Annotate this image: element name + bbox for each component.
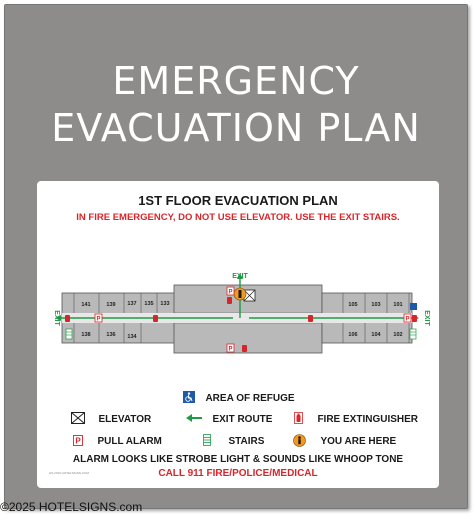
legend-stairs [203,431,264,449]
copyright-notice: ©2025 HOTELSIGNS.com [0,500,143,514]
fire-extinguisher-icon [294,412,303,424]
exit-top-label: EXIT [232,273,248,280]
plan-title: 1ST FLOOR EVACUATION PLAN [138,193,338,208]
elevator-label: ELEVATOR [98,414,152,425]
room-136: 136 [106,332,116,338]
svg-text:P: P [96,316,101,323]
legend-fire-extinguisher [294,409,418,427]
room-103: 103 [371,302,381,308]
room-137: 137 [127,301,137,307]
you-are-here-figure [239,290,242,298]
area-of-refuge-marker [410,303,417,310]
sign-fineprint: HS-2019 HOTELSIGNS.COM [49,471,89,475]
room-138: 138 [81,332,91,338]
legend-area-of-refuge [183,388,295,406]
room-133: 133 [160,301,170,307]
pull-alarm-icon [73,435,83,446]
exit-right-label: EXIT [423,310,430,326]
room-102: 102 [393,332,403,338]
stairs-label: STAIRS [228,436,265,447]
wheelchair-icon [183,391,195,403]
exit-left-label: EXIT [53,310,60,326]
sign-title-line1: EMERGENCY [112,59,360,103]
svg-text:P: P [228,289,233,296]
room-105: 105 [348,302,358,308]
alarm-description: ALARM LOOKS LIKE STROBE LIGHT & SOUNDS LIKE WHOOP TONE [72,454,404,465]
exit-route-label: EXIT ROUTE [212,414,273,425]
area-of-refuge-label: AREA OF REFUGE [205,393,295,404]
room-141: 141 [81,302,91,308]
you-are-here-label: YOU ARE HERE [320,436,397,447]
floor-plan-diagram [37,181,439,381]
you-are-here-icon [293,434,306,447]
svg-text:P: P [228,346,233,353]
room-101: 101 [393,302,403,308]
emergency-call-note: CALL 911 FIRE/POLICE/MEDICAL [158,468,318,479]
room-135: 135 [144,301,154,307]
svg-text:P: P [75,436,81,446]
room-104: 104 [371,332,381,338]
sign-title-line2: EVACUATION PLAN [51,106,421,150]
legend-pull-alarm [73,431,162,449]
elevator-warning: IN FIRE EMERGENCY, DO NOT USE ELEVATOR. USE THE EXIT STAIRS. [76,212,400,223]
fire-extinguisher-label: FIRE EXTINGUISHER [317,414,419,425]
room-139: 139 [106,302,116,308]
svg-text:P: P [405,316,410,323]
exit-route-arrow-icon [186,413,202,423]
legend-you-are-here [293,431,396,449]
evacuation-sign [4,4,468,509]
floor-plan-panel [37,181,439,488]
legend-exit-route [186,409,272,427]
room-134: 134 [127,334,137,340]
stairs-icon [203,434,211,446]
legend-elevator [71,409,151,427]
elevator-icon [71,412,85,424]
room-106: 106 [348,332,358,338]
pull-alarm-label: PULL ALARM [97,436,162,447]
